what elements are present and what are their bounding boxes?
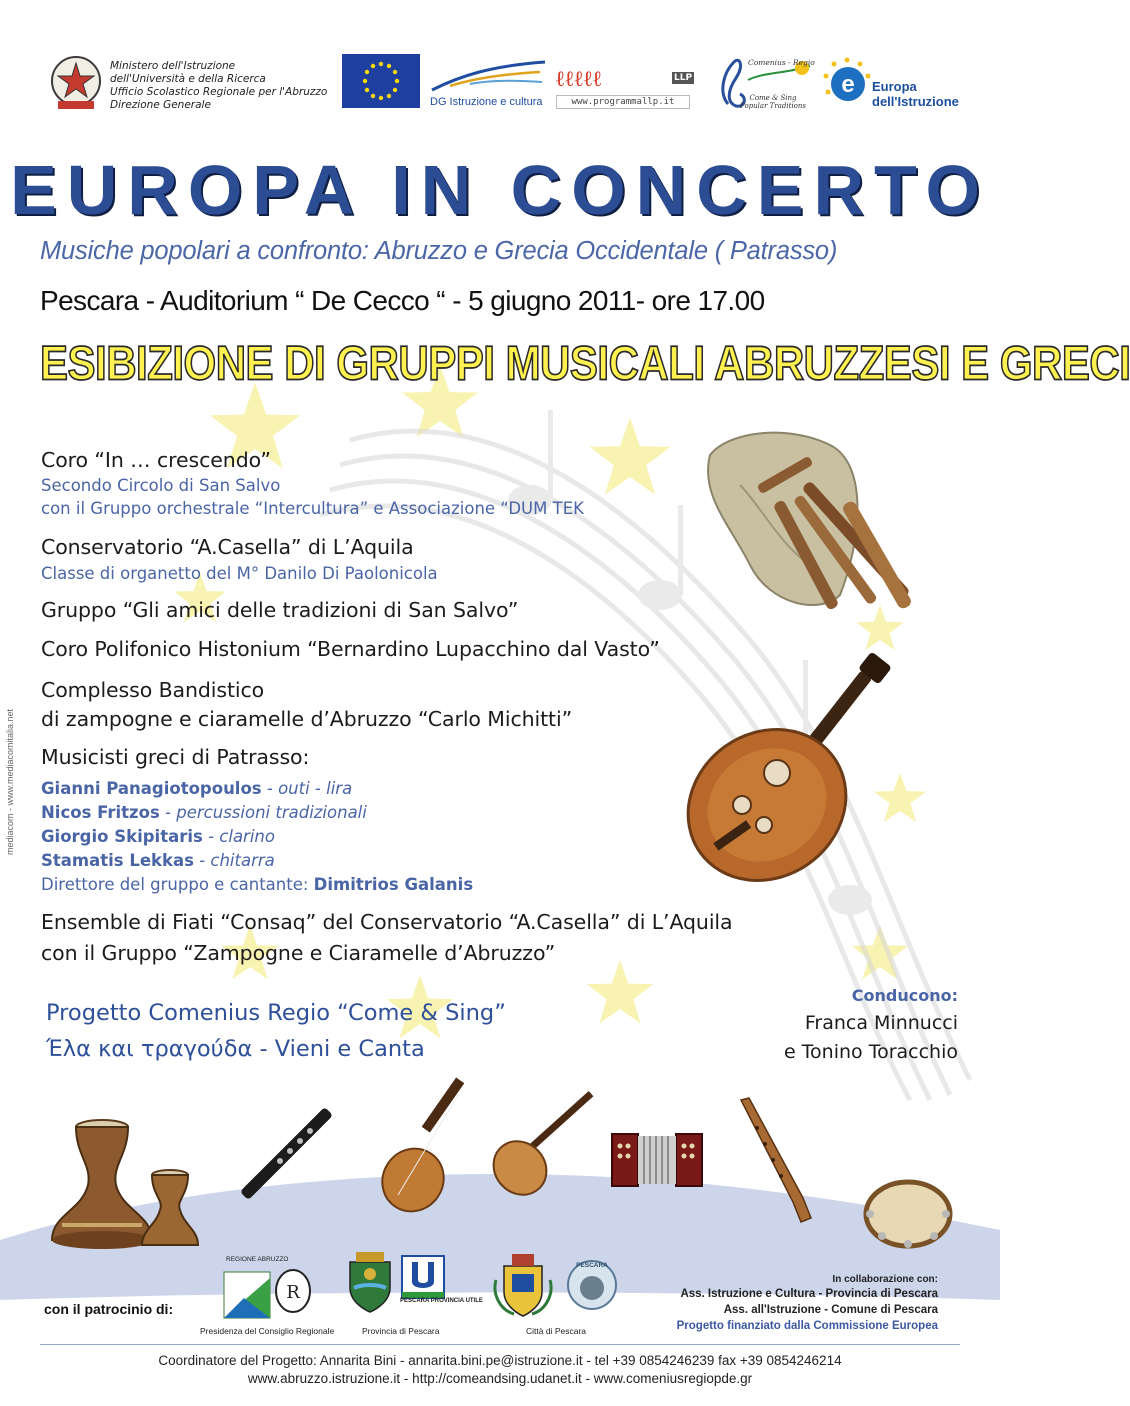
musician-role: - clarino xyxy=(202,827,275,846)
europa-istruzione-line: Europa xyxy=(872,79,917,94)
provincia-utile-logo-icon xyxy=(402,1256,444,1298)
musician-row xyxy=(41,803,367,822)
bouzouki-icon xyxy=(488,1080,603,1200)
dg-label: DG Istruzione e cultura xyxy=(430,96,543,108)
citta-pescara-crest-icon xyxy=(490,1250,556,1320)
musician-name: Stamatis Lekkas xyxy=(41,851,194,870)
musician-name: Nicos Fritzos xyxy=(41,803,160,822)
ministry-text xyxy=(110,60,350,112)
europa-istruzione-e-icon xyxy=(822,56,872,108)
program-coro-crescendo-sub: Secondo Circolo di San Salvo xyxy=(41,476,281,495)
regione-abruzzo-logo-icon xyxy=(224,1272,270,1318)
program-gruppo-amici: Gruppo “Gli amici delle tradizioni di San Salvo” xyxy=(41,598,519,622)
regione-abruzzo-label: REGIONE ABRUZZO xyxy=(226,1256,289,1263)
comenius-sub-line: Popular Traditions xyxy=(740,102,806,110)
europa-istruzione-line: dell'Istruzione xyxy=(872,94,959,109)
collaboration-label: In collaborazione con: xyxy=(832,1274,938,1285)
program-ensemble: Ensemble di Fiati “Consaq” del Conservatorio “A.Casella” di L’Aquila xyxy=(41,910,733,934)
musician-row xyxy=(41,779,352,798)
director-row xyxy=(41,875,473,894)
comenius-sub xyxy=(728,94,818,110)
project-comenius: Progetto Comenius Regio “Come & Sing” xyxy=(46,1000,506,1026)
llp-tag: LLP xyxy=(674,73,693,83)
footer-websites: www.abruzzo.istruzione.it - http://comeandsing.udanet.it - www.comeniusregiopde.gr xyxy=(247,1371,753,1386)
caption-consiglio: Presidenza del Consiglio Regionale xyxy=(200,1326,335,1336)
musician-role: - outi - lira xyxy=(261,779,353,798)
llp-url: www.programmallp.it xyxy=(556,95,690,109)
ministry-line: Ufficio Scolastico Regionale per l'Abruzzo xyxy=(110,86,328,98)
lyra-icon xyxy=(378,1075,478,1215)
program-coro-crescendo-sub: con il Gruppo orchestrale “Intercultura” e Associazione “DUM TEK xyxy=(41,499,584,518)
eu-flag-icon xyxy=(342,54,420,108)
musician-name: Giorgio Skipitaris xyxy=(41,827,203,846)
dg-education-swoosh-icon xyxy=(430,56,548,94)
venue-date: Pescara - Auditorium “ De Cecco “ - 5 giugno 2011- ore 17.00 xyxy=(40,285,765,316)
musician-row xyxy=(41,827,275,846)
musician-row xyxy=(41,851,275,870)
project-greek-title: Έλα και τραγούδα - Vieni e Canta xyxy=(46,1036,425,1062)
director-label: Direttore del gruppo e cantante: xyxy=(41,875,314,894)
program-coro-polifonico: Coro Polifonico Histonium “Bernardino Lupacchino dal Vasto” xyxy=(41,637,660,661)
ministry-line: Direzione Generale xyxy=(110,99,211,111)
program-coro-crescendo: Coro “In … crescendo” xyxy=(41,448,271,472)
ciaramella-icon xyxy=(735,1098,815,1226)
exhibition-banner: ESIBIZIONE DI GRUPPI MUSICALI ABRUZZESI E GRECI xyxy=(40,336,1130,391)
ministry-line: dell'Università e della Ricerca xyxy=(110,73,266,85)
oud-icon xyxy=(682,655,907,885)
host-name: Franca Minnucci xyxy=(804,1012,958,1034)
hosts-label: Conducono: xyxy=(851,986,958,1005)
footer-divider xyxy=(40,1344,960,1345)
footer-coordinator: Coordinatore del Progetto: Annarita Bini - annarita.bini.pe@istruzione.it - tel +39 0854246239 fax +39 0854246214 xyxy=(158,1353,842,1368)
program-conservatorio: Conservatorio “A.Casella” di L’Aquila xyxy=(41,535,414,559)
patronage-label: con il patrocinio di: xyxy=(44,1301,174,1317)
program-complesso: Complesso Bandistico xyxy=(41,678,265,702)
accordion-icon xyxy=(610,1130,704,1190)
europa-istruzione-text xyxy=(872,79,959,109)
clarinet-icon xyxy=(240,1095,340,1205)
svg-text:R: R xyxy=(286,1282,300,1303)
side-credit: mediacom - www.mediacomitalia.net xyxy=(5,708,15,855)
host-name: e Tonino Toracchio xyxy=(783,1041,958,1063)
ministry-line: Ministero dell'Istruzione xyxy=(110,60,236,72)
llp-logo-icon: ℓℓℓℓℓ xyxy=(556,66,603,92)
musician-role: - percussioni tradizionali xyxy=(159,803,367,822)
page-title: EUROPA IN CONCERTO xyxy=(10,151,990,229)
caption-citta: Città di Pescara xyxy=(526,1326,586,1336)
italian-republic-emblem-icon xyxy=(48,55,104,113)
collaboration-line: Ass. Istruzione e Cultura - Provincia di Pescara xyxy=(680,1288,938,1300)
musician-name: Gianni Panagiotopoulos xyxy=(41,779,262,798)
comenius-sub-line: Come & Sing xyxy=(749,94,797,102)
tambourine-icon xyxy=(864,1178,952,1250)
program-complesso: di zampogne e ciaramelle d’Abruzzo “Carlo Michitti” xyxy=(41,707,573,731)
svg-text:e: e xyxy=(841,71,855,98)
provincia-pescara-crest-icon xyxy=(342,1248,398,1316)
musician-role: - chitarra xyxy=(193,851,275,870)
provincia-utile-label: PESCARA PROVINCIA UTILE xyxy=(400,1298,483,1304)
page-subtitle: Musiche popolari a confronto: Abruzzo e Grecia Occidentale ( Patrasso) xyxy=(40,237,838,265)
caption-provincia: Provincia di Pescara xyxy=(362,1326,440,1336)
program-ensemble: con il Gruppo “Zampogne e Ciaramelle d’Abruzzo” xyxy=(41,941,556,965)
consiglio-regionale-logo-icon xyxy=(274,1268,312,1314)
program-conservatorio-sub: Classe di organetto del M° Danilo Di Paolonicola xyxy=(41,564,438,583)
darbuka-drums-icon xyxy=(42,1115,212,1255)
bagpipe-icon xyxy=(700,425,960,625)
comenius-title: Comenius - Regio xyxy=(748,58,815,67)
pescara-badge-label: PESCARA xyxy=(576,1262,608,1269)
funding-line: Progetto finanziato dalla Commissione Europea xyxy=(676,1320,938,1332)
collaboration-line: Ass. all'Istruzione - Comune di Pescara xyxy=(723,1304,938,1316)
director-name: Dimitrios Galanis xyxy=(313,875,474,894)
program-musicisti: Musicisti greci di Patrasso: xyxy=(41,745,310,769)
